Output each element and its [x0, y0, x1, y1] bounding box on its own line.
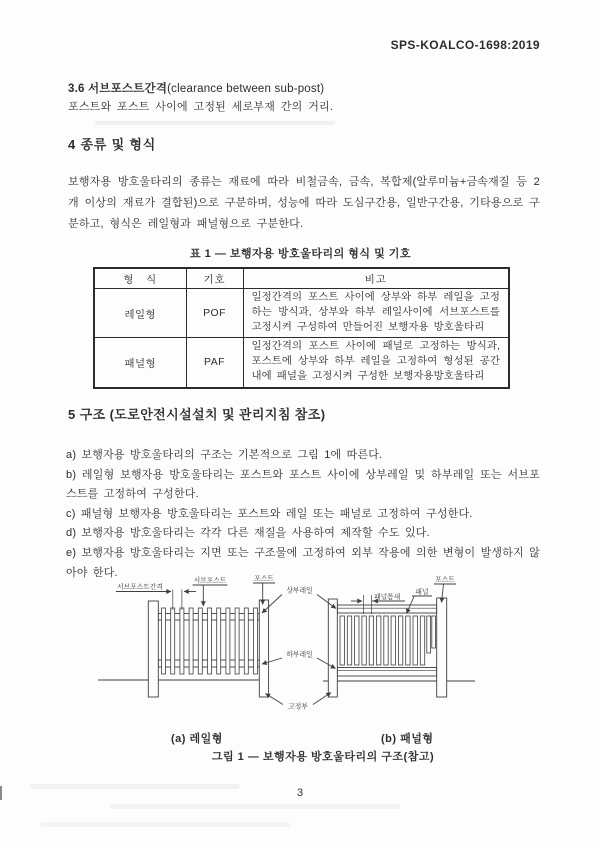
table-row — [94, 338, 509, 388]
section-5-title: 5 구조 (도로안전시설설치 및 관리지침 참조) — [68, 407, 326, 422]
anchor-leader-left — [266, 694, 284, 705]
post-left-2 — [259, 600, 268, 697]
section-3-6-title-en: (clearance between sub-post) — [167, 83, 325, 95]
table-row — [94, 289, 509, 338]
list-item-a: a) 보행자용 방호울타리의 구조는 기본적으로 그림 1에 따른다. — [66, 449, 383, 461]
table-1 — [93, 267, 510, 389]
list-item-d: d) 보행자용 방호울타리는 각각 다른 재질을 사용하여 제작할 수도 있다. — [66, 527, 430, 540]
panel-slats — [340, 616, 435, 665]
rail-top-right-fence — [337, 605, 436, 613]
section-3-6 — [68, 80, 540, 118]
post-right-1 — [328, 599, 337, 697]
section-3-6-body: 포스트와 포스트 사이에 고정된 세로부재 간의 거리. — [68, 101, 334, 113]
label-post-left: 포스트 — [254, 575, 274, 583]
cell-remark: 일정간격의 포스트 사이에 패널로 고정하는 방식과, 포스트에 상부와 하부 레일을 고정하여 형성된 공간 내에 패널을 고정시켜 구성한 보행자용방호울타리 — [243, 338, 509, 388]
section-4-heading — [68, 134, 540, 153]
cell-type: 레일형 — [94, 289, 186, 338]
col-header-type: 형 식 — [94, 268, 186, 289]
rail-bottom-right-fence — [337, 668, 436, 677]
section-4-title: 4 종류 및 형식 — [68, 137, 157, 152]
col-header-remark: 비고 — [243, 268, 509, 289]
label-anchor: 고정부 — [288, 703, 308, 711]
table-header-row — [94, 268, 509, 289]
standard-code: SPS-KOALCO-1698:2019 — [390, 38, 540, 52]
list-item-c: c) 패널형 보행자용 방호울타리는 포스트와 레일 또는 패널로 고정하여 구성한다. — [66, 507, 473, 520]
scan-smudge — [40, 822, 290, 827]
cell-remark: 일정간격의 포스트 사이에 상부와 하부 레일을 고정하는 방식과, 상부와 하부 레일사이에 서브포스트를 고정시켜 구성하여 만들어진 보행자용 방호울타리 — [243, 289, 509, 338]
table-1-caption: 표 1 — 보행자용 방호울타리의 형식 및 기호 — [189, 248, 412, 260]
cell-type: 패널형 — [94, 338, 186, 388]
label-subpost: 서브포스트 — [193, 577, 227, 585]
label-panel: 패널 — [415, 589, 429, 596]
label-subpost-gap: 서브포스트간격 — [117, 584, 163, 591]
figure-caption-b: (b) 패널형 — [381, 733, 434, 745]
figure-caption-a: (a) 레일형 — [171, 733, 223, 745]
cell-symbol: PAF — [186, 338, 243, 388]
scan-smudge — [110, 804, 400, 809]
cell-symbol: POF — [186, 289, 243, 338]
figure-1-caption: 그림 1 — 보행자용 방호울타리의 구조(참고) — [211, 751, 435, 763]
col-header-symbol: 기호 — [186, 268, 243, 289]
fence-structure-drawing — [70, 568, 540, 728]
list-item-b: b) 레일형 보행자용 방호울타리는 포스트와 포스트 사이에 상부레일 및 하부레일 또는 서브포스트를 고정하여 구성한다. — [66, 468, 540, 501]
label-post-right: 포스트 — [435, 576, 455, 584]
anchor-leader-right — [313, 693, 331, 705]
post-left-1 — [148, 601, 158, 697]
list-item-e: e) 보행자용 방호울타리는 지면 또는 구조물에 고정하여 외부 작용에 의한 변형이 발생하지 않아야 한다. — [66, 546, 540, 579]
section-5-heading — [68, 404, 540, 423]
label-panel-gap: 패널틈새 — [374, 594, 401, 601]
section-4 — [68, 172, 540, 235]
page-number: 3 — [296, 787, 304, 799]
section-3-6-title-ko: 3.6 서브포스트간격 — [68, 83, 168, 95]
section-4-body: 보행자용 방호울타리의 종류는 재료에 따라 비철금속, 금속, 복합제(알루미늄+금속재질 등 2개 이상의 재료가 결합된)으로 구분하며, 성능에 따라 도심구간용, 일반구간용, 기타용으로 구분하고, 형식은 레일형과 패널형으로 구분한다. — [68, 176, 540, 230]
section-5-list — [66, 446, 540, 583]
figure-1-diagram — [70, 568, 540, 728]
label-top-rail: 상부레일 — [286, 587, 313, 595]
scan-smudge — [95, 121, 335, 125]
post-right-2 — [437, 598, 447, 697]
section-3-6-title — [68, 80, 540, 96]
label-bottom-rail: 하부레일 — [286, 651, 313, 659]
